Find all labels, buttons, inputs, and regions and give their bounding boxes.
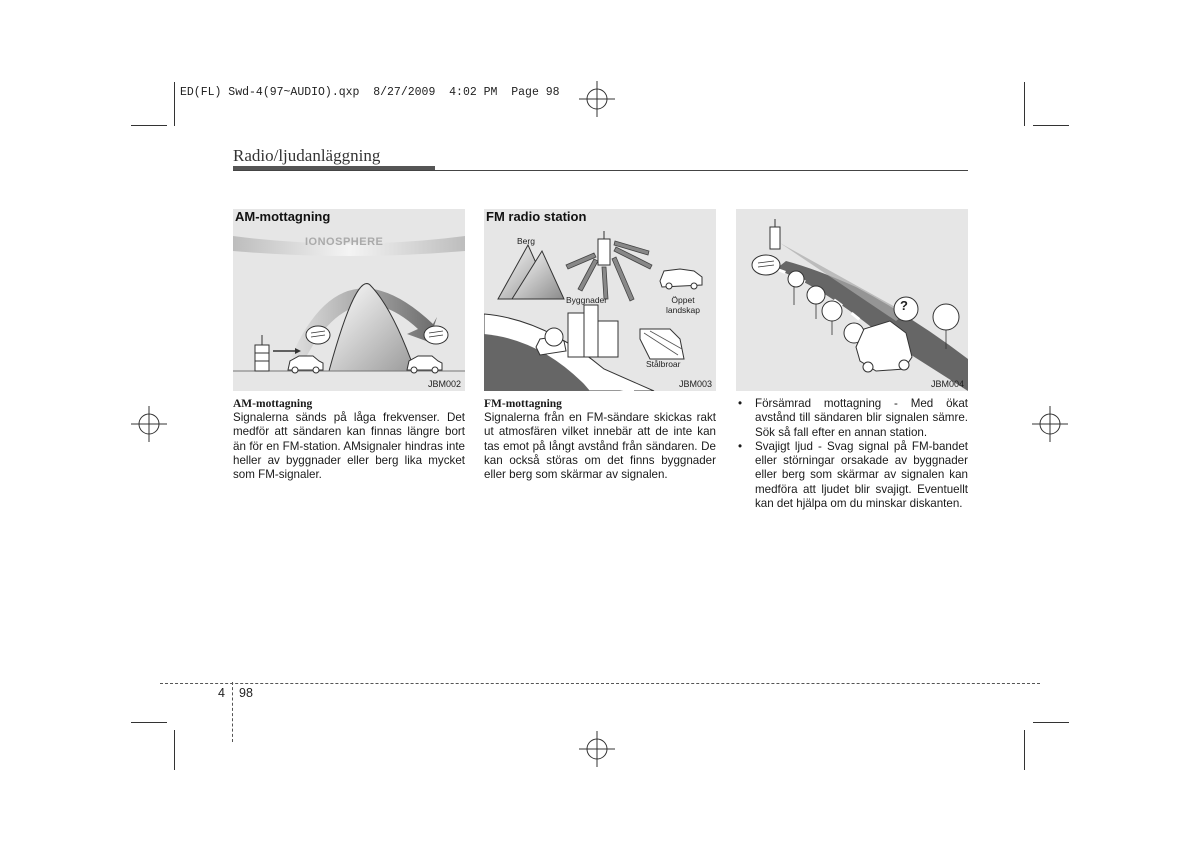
crop-mark	[131, 722, 167, 723]
figure-title: FM radio station	[486, 209, 587, 224]
section-rule	[233, 170, 968, 171]
column-fm-text	[484, 397, 716, 482]
registration-mark-icon	[579, 81, 615, 117]
section-title: Radio/ljudanläggning	[233, 146, 381, 165]
crop-mark	[1024, 82, 1025, 126]
page-number: 98	[239, 686, 253, 700]
registration-mark-icon	[579, 731, 615, 767]
figure-poor-reception	[736, 209, 968, 391]
figure-code: JBM003	[678, 379, 712, 389]
registration-mark-icon	[131, 406, 167, 442]
list-item: • Försämrad mottagning - Med ökat avstånd till sändaren blir signalen sämre. Sök så fall efter en annan station.	[736, 397, 968, 440]
crop-mark	[174, 82, 175, 126]
crop-mark	[131, 125, 167, 126]
print-slug-line: ED(FL) Swd-4(97~AUDIO).qxp 8/27/2009 4:02 PM Page 98	[180, 86, 560, 99]
question-bubble: ?	[900, 298, 908, 313]
figure-code: JBM002	[427, 379, 461, 389]
crop-mark	[1024, 730, 1025, 770]
column-body: Signalerna sänds på låga frekvenser. Det medför att sändaren kan finnas längre bort än för en FM-station. AMsignaler hindras inte heller av byggnader eller berg lika mycket som FM-signaler.	[233, 411, 465, 482]
buildings-label: Byggnader	[566, 295, 608, 305]
column-am-text	[233, 397, 465, 482]
figure-code: JBM004	[930, 379, 964, 389]
figure-am-reception	[233, 209, 465, 391]
footer-divider	[232, 682, 233, 742]
figure-title: AM-mottagning	[235, 209, 331, 224]
crop-mark	[1033, 125, 1069, 126]
chapter-number: 4	[218, 686, 225, 700]
ionosphere-label: IONOSPHERE	[305, 236, 384, 248]
footer-rule	[160, 683, 1040, 684]
poor-reception-illustration	[736, 209, 968, 391]
bullet-list	[736, 397, 968, 511]
open-landscape-label: Öppet landskap	[665, 295, 701, 315]
column-body: Signalerna från en FM-sändare skickas rakt ut atmosfären vilket innebär att de inte kan tas emot på långt avstånd från sändaren. De kan också störas om det finns byggnader eller berg som skärmar av signalen.	[484, 411, 716, 482]
column-heading: FM-mottagning	[484, 398, 562, 410]
column-reception-tips	[736, 397, 968, 511]
crop-mark	[1033, 722, 1069, 723]
list-item: • Svajigt ljud - Svag signal på FM-bandet eller störningar orsakade av byggnader eller berg som skärmar av signalen kan medföra att ljudet blir svajigt. Eventuellt kan det hjälpa om du minskar diskanten.	[736, 440, 968, 511]
crop-mark	[174, 730, 175, 770]
registration-mark-icon	[1032, 406, 1068, 442]
bridge-label: Stålbroar	[646, 359, 681, 369]
figure-fm-reception	[484, 209, 716, 391]
column-heading: AM-mottagning	[233, 398, 313, 410]
mountain-label: Berg	[517, 236, 535, 246]
